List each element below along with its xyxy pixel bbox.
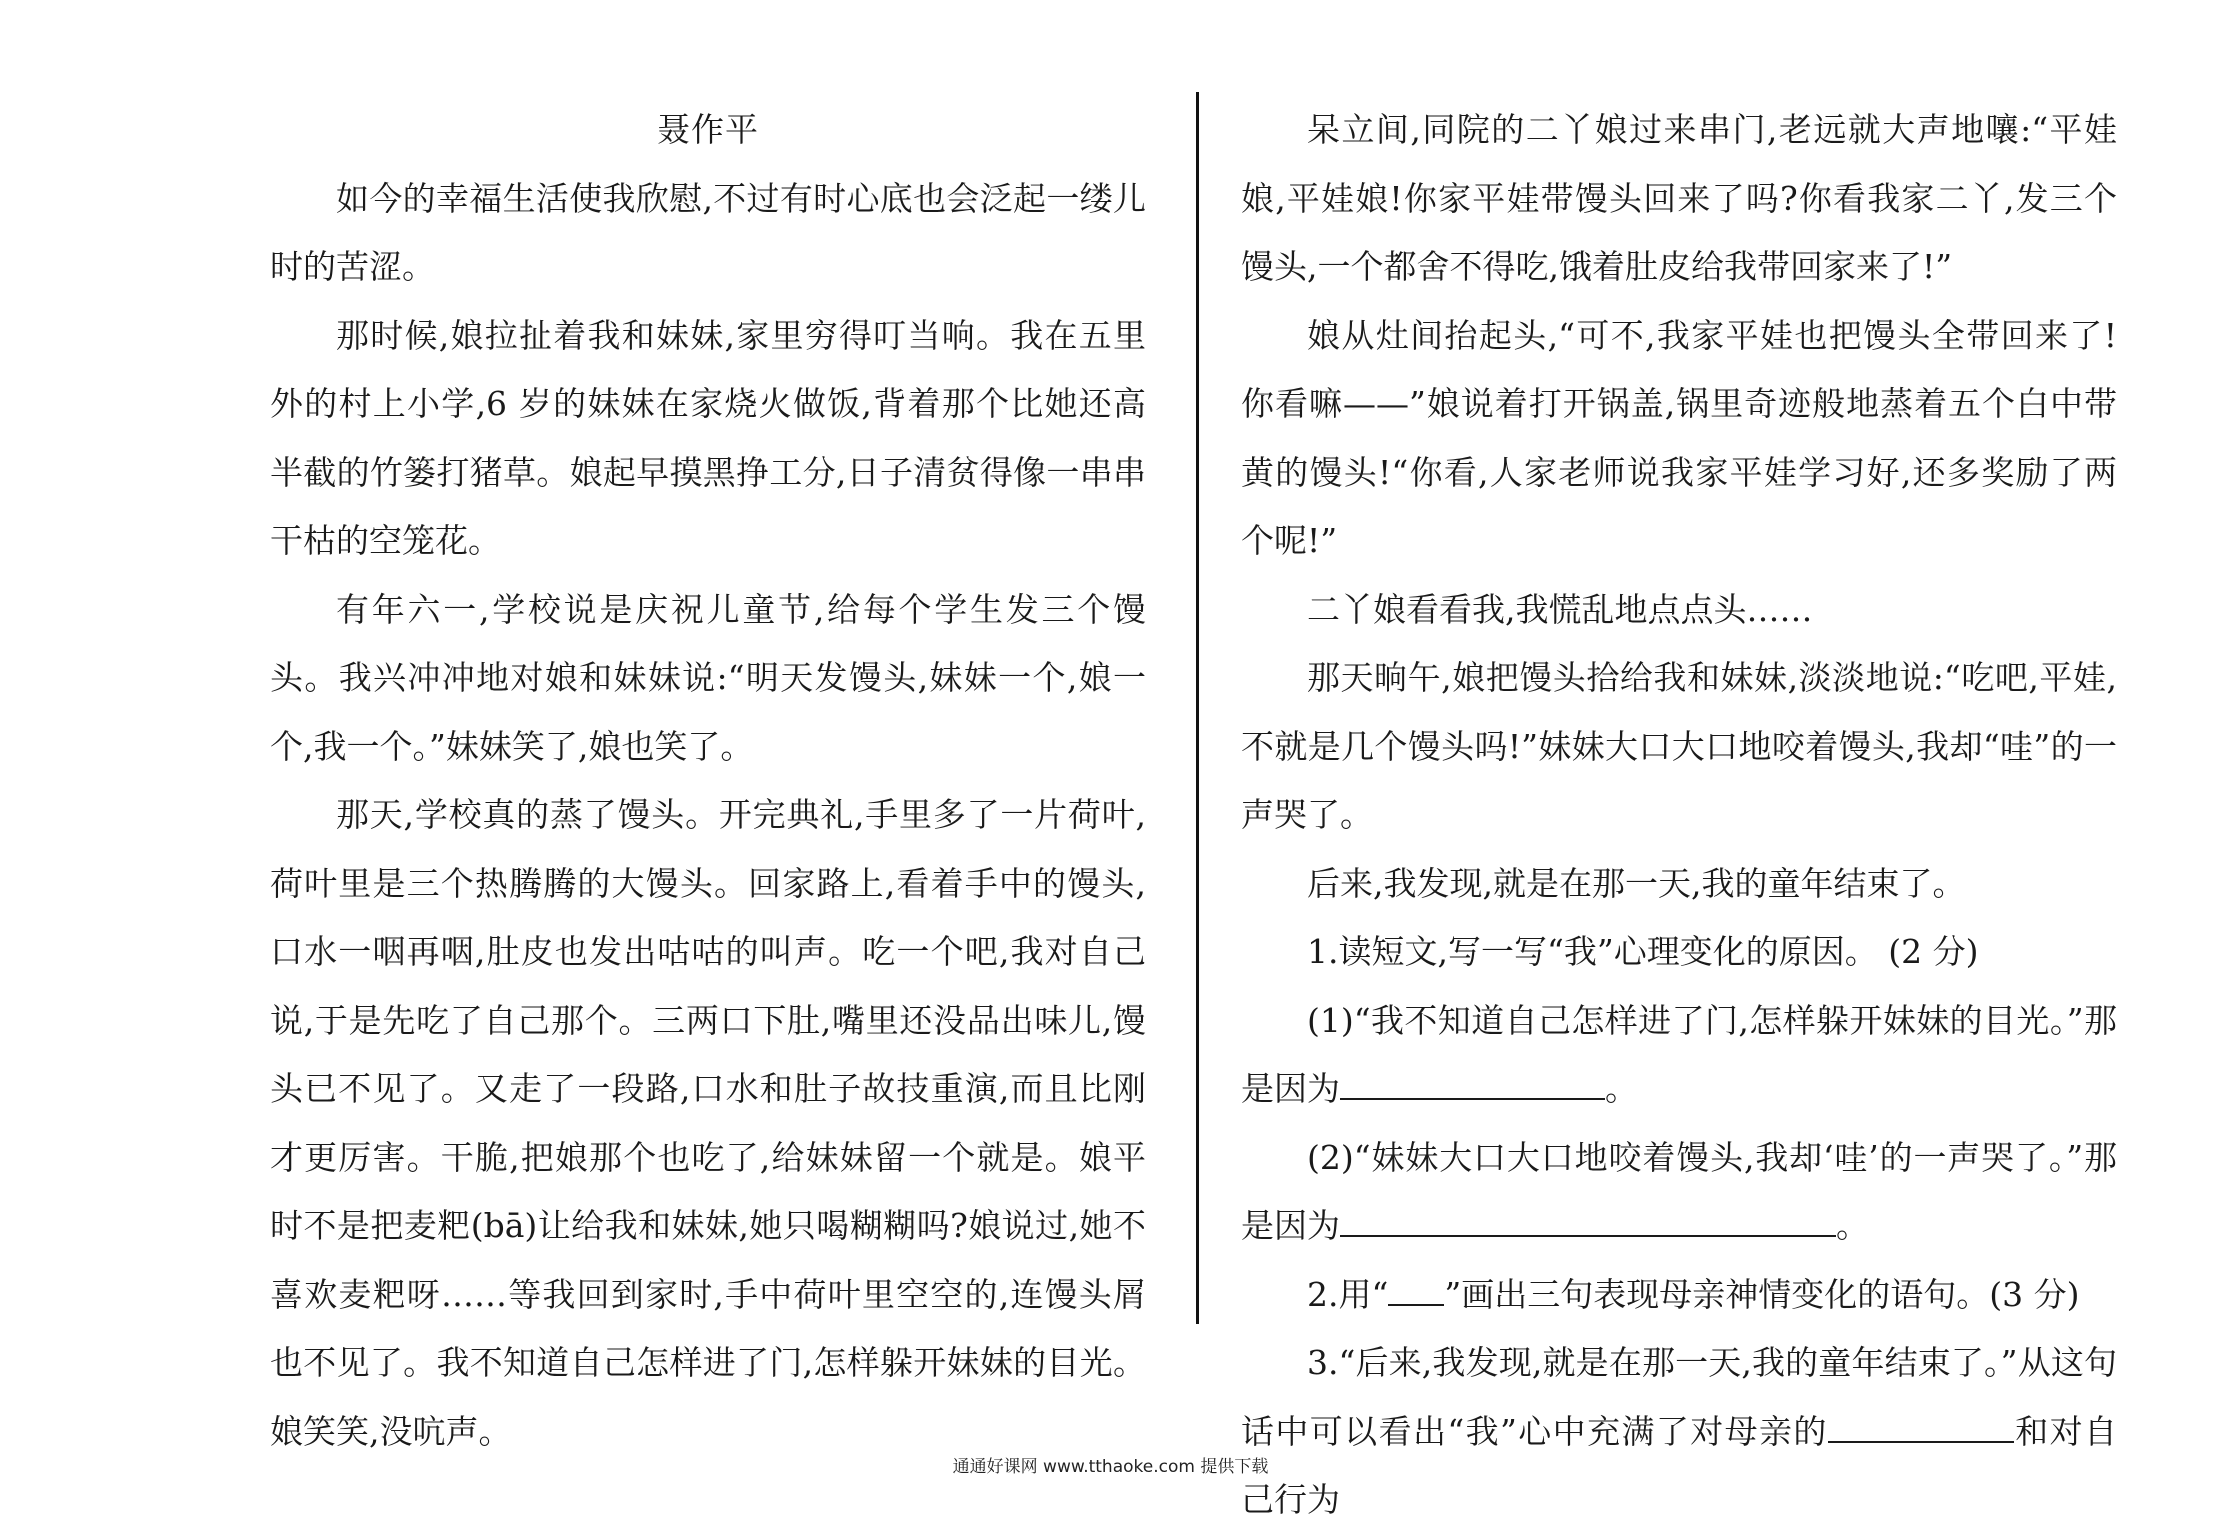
story-paragraph: 娘从灶间抬起头,“可不,我家平娃也把馒头全带回来了!你看嘛——”娘说着打开锅盖,锅里奇迹般地蒸着五个白中带黄的馒头!“你看,人家老师说我家平娃学习好,还多奖励了两个呢!” <box>1241 315 2117 560</box>
question-3 <box>1241 1329 2117 1535</box>
question-2-post: ”画出三句表现母亲神情变化的语句。(3 分) <box>1444 1274 2080 1314</box>
story-paragraph: 呆立间,同院的二丫娘过来串门,老远就大声地嚷:“平娃娘,平娃娘!你家平娃带馒头回来了吗?你看我家二丫,发三个馒头,一个都舍不得吃,饿着肚皮给我带回家来了!” <box>1241 110 2117 286</box>
answer-blank-1-1[interactable] <box>1340 1066 1605 1100</box>
question-3-text: 3.“后来,我发现,就是在那一天,我的童年结束了。”从这句话中可以看出“我”心中充满了对母亲的 <box>1241 1343 2117 1451</box>
author-name: 聂作平 <box>657 110 759 149</box>
underline-sample <box>1388 1272 1444 1306</box>
question-1-1-end: 。 <box>1605 1069 1638 1108</box>
question-1-2-end: 。 <box>1836 1206 1869 1245</box>
answer-blank-3[interactable] <box>1828 1409 2014 1443</box>
question-1-1 <box>1241 987 2117 1124</box>
story-paragraph: 有年六一,学校说是庆祝儿童节,给每个学生发三个馒头。我兴冲冲地对娘和妹妹说:“明天发馒头,妹妹一个,娘一个,我一个。”妹妹笑了,娘也笑了。 <box>270 589 1146 766</box>
question-1-2 <box>1241 1124 2117 1261</box>
story-paragraph: 后来,我发现,就是在那一天,我的童年结束了。 <box>1307 863 1966 903</box>
answer-blank-1-2[interactable] <box>1340 1203 1836 1237</box>
footer-source: 通通好课网 www.tthaoke.com 提供下载 <box>952 1457 1269 1477</box>
column-divider <box>1196 92 1199 1324</box>
question-1: 1.读短文,写一写“我”心理变化的原因。 (2 分) <box>1307 932 1979 971</box>
story-paragraph: 二丫娘看看我,我慌乱地点点头…… <box>1307 589 1813 629</box>
question-2 <box>1241 1261 2117 1330</box>
story-paragraph: 如今的幸福生活使我欣慰,不过有时心底也会泛起一缕儿时的苦涩。 <box>270 178 1146 286</box>
story-paragraph: 那天,学校真的蒸了馒头。开完典礼,手里多了一片荷叶,荷叶里是三个热腾腾的大馒头。回家路上,看着手中的馒头,口水一咽再咽,肚皮也发出咕咕的叫声。吃一个吧,我对自己说,于是先吃了自己那个。三两口下肚,嘴里还没品出味儿,馒头已不见了。又走了一段路,口水和肚子故技重演,而且比刚才更厉害。干脆,把娘那个也吃了,给妹妹留一个就是。娘平时不是把麦粑(bā)让给我和妹妹,她只喝糊糊吗?娘说过,她不喜欢麦粑呀……等我回到家时,手中荷叶里空空的,连馒头屑也不见了。我不知道自己怎样进了门,怎样躲开妹妹的目光。娘笑笑,没吭声。 <box>270 795 1146 1451</box>
right-column <box>1241 96 2117 1535</box>
question-2-pre: 2.用“ <box>1307 1274 1389 1314</box>
question-1-1-text: (1)“我不知道自己怎样进了门,怎样躲开妹妹的目光。”那是因为 <box>1241 1000 2117 1108</box>
question-3-after: 和对自己行为 <box>1241 1411 2118 1519</box>
story-paragraph: 那时候,娘拉扯着我和妹妹,家里穷得叮当响。我在五里外的村上小学,6 岁的妹妹在家烧火做饭,背着那个比她还高半截的竹篓打猪草。娘起早摸黑挣工分,日子清贫得像一串串干枯的空笼花。 <box>270 315 1146 560</box>
left-column <box>270 96 1146 1466</box>
story-paragraph: 那天晌午,娘把馒头拾给我和妹妹,淡淡地说:“吃吧,平娃,不就是几个馒头吗!”妹妹大口大口地咬着馒头,我却“哇”的一声哭了。 <box>1241 658 2117 834</box>
question-1-2-text: (2)“妹妹大口大口地咬着馒头,我却‘哇’的一声哭了。”那是因为 <box>1241 1137 2117 1245</box>
